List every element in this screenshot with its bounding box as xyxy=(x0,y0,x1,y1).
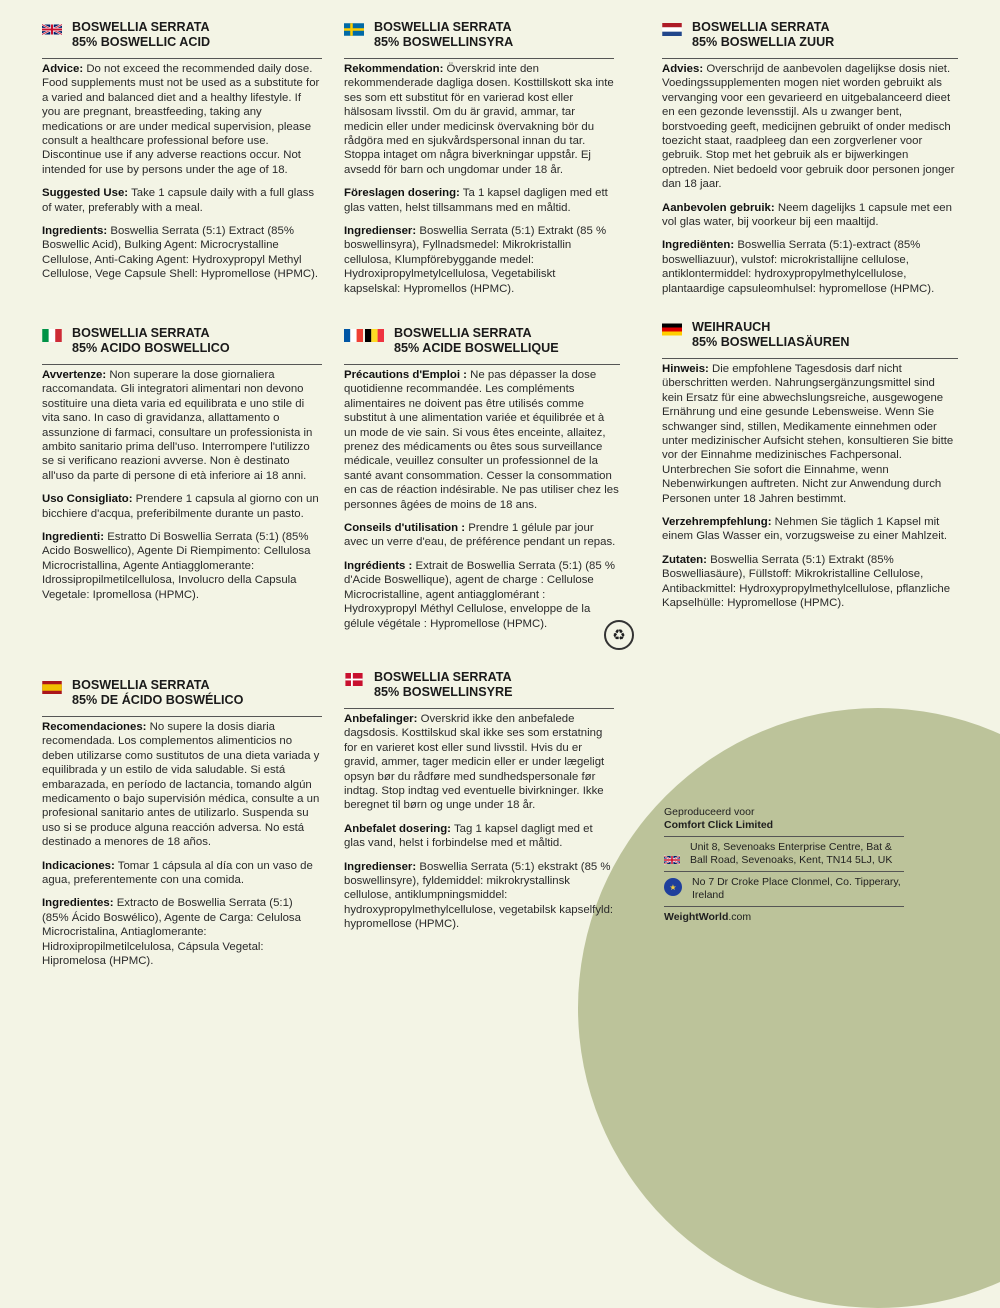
section-title: BOSWELLIA SERRATA xyxy=(72,678,210,692)
uk-flag-icon xyxy=(42,23,62,36)
usage-paragraph: Anbefalet dosering: Tag 1 kapsel dagligt med et glas vand, helst i forbindelse med et måltid. xyxy=(344,822,593,850)
divider xyxy=(664,871,904,872)
section-subtitle: 85% BOSWELLINSYRE xyxy=(374,685,513,699)
eu-flag-icon: ★ xyxy=(664,878,682,896)
usage-paragraph: Verzehrempfehlung: Nehmen Sie täglich 1 Kapsel mit einem Glas Wasser ein, vorzugsweise zu einer Mahlzeit. xyxy=(662,516,948,543)
divider xyxy=(662,58,958,59)
advice-paragraph: Hinweis: Die empfohlene Tagesdosis darf nicht überschritten werden. Nahrungsergänzungsmittel sind kein Ersatz für eine abwechslungsreiche, ausgewogene Ernährung und eine gesunde Lebensweise. Wenn Sie schwanger sind, stillen, Medikamente einnehmen oder unter medizinischer Aufsicht stehen, konsultieren Sie bitte vor der Einnahme medizinisches Fachpersonal. Unterbrechen Sie sofort die Einnahme, wenn Nebenwirkungen auftreten. Nicht zur Anwendung durch Personen unter 18 Jahren bestimmt. xyxy=(662,363,954,505)
producer-company: Comfort Click Limited xyxy=(664,819,774,831)
section-nl xyxy=(662,20,958,305)
advice-paragraph: Advice: Do not exceed the recommended daily dose. Food supplements must not be used as a substitute for a varied and balanced diet and a healthy lifestyle. If you are pregnant, breastfeeding, taking any medications or are under medical supervision, please consult a healthcare professional before use. Discontinue use if any adverse reactions occur. Not intended for use by persons under the age of 18. xyxy=(42,63,320,176)
ingredients-paragraph: Ingredienser: Boswellia Serrata (5:1) Extrakt (85 % boswellinsyra), Fyllnadsmedel: Mikrokristallin cellulosa, Klumpförebyggande medel: Hydroxipropylmetylcellulosa, Vegetabiliskt kapselskal: Hypromellos (HPMC). xyxy=(344,225,607,295)
recycle-icon: ♻ xyxy=(604,620,634,650)
divider xyxy=(344,364,620,365)
usage-paragraph: Aanbevolen gebruik: Neem dagelijks 1 capsule met een vol glas water, bij voorkeur bij een maaltijd. xyxy=(662,201,952,229)
france-belgium-flag-icon xyxy=(344,329,384,342)
uk-flag-icon xyxy=(664,855,680,865)
section-title: BOSWELLIA SERRATA xyxy=(72,20,210,34)
section-en xyxy=(42,20,322,291)
divider xyxy=(344,58,614,59)
ingredients-paragraph: Ingredients: Boswellia Serrata (5:1) Extract (85% Boswellic Acid), Bulking Agent: Microcrystalline Cellulose, Anti-Caking Agent: Hydroxypropyl Methyl Cellulose, Vege Capsule Shell: Hypromellose (HPMC). xyxy=(42,225,319,281)
section-subtitle: 85% ACIDE BOSWELLIQUE xyxy=(394,341,559,355)
section-subtitle: 85% DE ÁCIDO BOSWÉLICO xyxy=(72,693,244,707)
divider xyxy=(664,836,904,837)
brand-suffix: .com xyxy=(728,911,752,923)
producer-info xyxy=(664,806,904,924)
italy-flag-icon xyxy=(42,329,62,342)
advice-paragraph: Rekommendation: Överskrid inte den rekommenderade dagliga dosen. Kosttillskott ska inte ses som ett substitut för en varierad kost eller hälsosam livsstil. Om du är gravid, ammar, tar medicin eller under medicinsk övervakning bör du rådgöra med en sjukvårdspersonal innan du tar. Stoppa intaget om några biverkningar uppstår. Ej avsedd för barn och ungdomar under 18 år. xyxy=(344,63,614,176)
usage-paragraph: Conseils d'utilisation : Prendre 1 gélule par jour avec un verre d'eau, de préférence pendant un repas. xyxy=(344,522,616,549)
spain-flag-icon xyxy=(42,681,62,694)
advice-paragraph: Advies: Overschrijd de aanbevolen dagelijkse dosis niet. Voedingssupplementen mogen niet worden gebruikt als vervanging voor een gevarieerd en uitgebalanceerd dieet en een gezonde levensstijl. Als u zwanger bent, borstvoeding geeft, medicijnen gebruikt of onder medisch toezicht staat, raadpleeg dan een zorgverlener voor gebruik. Stop met het gebruik als er bijwerkingen optreden. Niet bedoeld voor gebruik door personen jonger dan 18 jaar. xyxy=(662,63,955,191)
uk-address xyxy=(664,841,904,867)
section-sv xyxy=(344,20,614,305)
usage-paragraph: Indicaciones: Tomar 1 cápsula al día con un vaso de agua, preferentemente con una comida. xyxy=(42,859,313,887)
section-subtitle: 85% BOSWELLIASÄUREN xyxy=(692,335,850,349)
germany-flag-icon xyxy=(662,323,682,336)
section-subtitle: 85% BOSWELLIA ZUUR xyxy=(692,35,835,49)
divider xyxy=(344,708,614,709)
brand-logo xyxy=(664,911,904,924)
producer-intro: Geproduceerd voor xyxy=(664,806,755,818)
section-title: BOSWELLIA SERRATA xyxy=(374,670,512,684)
ingredients-paragraph: Ingrediënten: Boswellia Serrata (5:1)-extract (85% boswelliazuur), vulstof: microkristallijne cellulose, antiklontermiddel: hydroxypropylmethylcellulose, plantaardige capsuleomhulsel: hypromellose (HPMC). xyxy=(662,239,935,295)
section-title: WEIHRAUCH xyxy=(692,320,771,334)
section-subtitle: 85% BOSWELLIC ACID xyxy=(72,35,211,49)
section-subtitle: 85% ACIDO BOSWELLICO xyxy=(72,341,230,355)
ireland-address-text: No 7 Dr Croke Place Clonmel, Co. Tipperary, Ireland xyxy=(692,876,901,901)
advice-paragraph: Précautions d'Emploi : Ne pas dépasser la dose quotidienne recommandée. Les compléments alimentaires ne doivent pas être utilisés comme substitut à une alimentation variée et équilibrée et à un mode de vie sain. Si vous êtes enceinte, allaitez, prenez des médicaments ou êtes sous surveillance médicale, veuillez consulter un professionnel de la santé avant consommation. Cesser la consommation en cas de réaction indésirable. Ne pas utiliser chez les personnes âgées de moins de 18 ans. xyxy=(344,369,619,511)
ireland-address xyxy=(664,876,904,902)
uk-address-text: Unit 8, Sevenoaks Enterprise Centre, Bat & Ball Road, Sevenoaks, Kent, TN14 5LJ, UK xyxy=(690,841,893,866)
advice-paragraph: Recomendaciones: No supere la dosis diaria recomendada. Los complementos alimenticios no deben utilizarse como sustitutos de una dieta variada y equilibrada y un estilo de vida saludable. Si está embarazada, en período de lactancia, tomando algún medicamento o bajo supervisión médica, consulte a un profesional sanitario antes de utilizarlo. Suspenda su uso si se produce alguna reacción adversa. No está destinado a menores de 18 años. xyxy=(42,721,320,849)
sweden-flag-icon xyxy=(344,23,364,36)
ingredients-paragraph: Zutaten: Boswellia Serrata (5:1) Extrakt (85% Boswelliasäure), Füllstoff: Mikrokristalline Cellulose, Antibackmittel: Hydroxypropylmethylcellulose, pflanzliche Kapselhülle: Hypromellose (HPMC). xyxy=(662,553,951,610)
advice-paragraph: Anbefalinger: Overskrid ikke den anbefalede dagsdosis. Kosttilskud skal ikke ses som erstatning for en varieret kost eller sund livsstil. Hvis du er gravid, ammer, tager medicin eller er under lægeligt opsyn bør du rådføre med sundhedspersonale før indtag. Stop indtag ved eventuelle bivirkninger. Ikke beregnet til børn og unge under 18 år. xyxy=(344,713,605,812)
section-title: BOSWELLIA SERRATA xyxy=(394,326,532,340)
divider xyxy=(42,58,322,59)
usage-paragraph: Uso Consigliato: Prendere 1 capsula al giorno con un bicchiere d'acqua, preferibilmente durante un pasto. xyxy=(42,493,319,520)
section-de xyxy=(662,320,958,620)
section-es xyxy=(42,678,322,978)
decorative-circle xyxy=(578,708,1000,1308)
divider xyxy=(42,716,322,717)
section-title: BOSWELLIA SERRATA xyxy=(374,20,512,34)
divider xyxy=(662,358,958,359)
usage-paragraph: Föreslagen dosering: Ta 1 kapsel dagligen med ett glas vatten, helst tillsammans med en måltid. xyxy=(344,187,608,214)
netherlands-flag-icon xyxy=(662,23,682,36)
advice-paragraph: Avvertenze: Non superare la dose giornaliera raccomandata. Gli integratori alimentari non devono sostituire una dieta varia ed equilibrata e uno stile di vita sano. In caso di gravidanza, allattamento o assunzione di farmaci, consultare un professionista in ambito sanitario prima dell'uso. Interrompere l'utilizzo se si verificano reazioni avverse. Non è destinato all'uso da parte di persone di età inferiore ai 18 anni. xyxy=(42,369,313,482)
divider xyxy=(664,906,904,907)
section-da xyxy=(344,670,614,941)
brand-name: WeightWorld xyxy=(664,911,729,923)
usage-paragraph: Suggested Use: Take 1 capsule daily with a full glass of water, preferably with a meal. xyxy=(42,187,315,214)
section-subtitle: 85% BOSWELLINSYRA xyxy=(374,35,514,49)
ingredients-paragraph: Ingredienti: Estratto Di Boswellia Serrata (5:1) (85% Acido Boswellico), Agente Di Riempimento: Cellulosa Microcristallina, Agente Antiagglomerante: Idrossipropilmetilcellulosa, Involucro della Capsula Vegetale: Ipromellosa (HPMC). xyxy=(42,531,311,601)
divider xyxy=(42,364,322,365)
ingredients-paragraph: Ingredienser: Boswellia Serrata (5:1) ekstrakt (85 % boswellinsyre), fyldemiddel: mikrokrystallinsk cellulose, antiklumpningsmiddel: hydroxypropylmethylcellulose, vegetabilsk kapselfyld: hypromellose (HPMC). xyxy=(344,860,614,931)
section-it xyxy=(42,326,322,611)
section-title: BOSWELLIA SERRATA xyxy=(72,326,210,340)
ingredients-paragraph: Ingredientes: Extracto de Boswellia Serrata (5:1) (85% Ácido Boswélico), Agente de Carga: Celulosa Microcristalina, Antiaglomerante: Hidroxipropilmetilcelulosa, Cápsula Vegetal: Hipromelosa (HPMC). xyxy=(42,897,301,968)
ingredients-paragraph: Ingrédients : Extrait de Boswellia Serrata (5:1) (85 % d'Acide Boswellique), agent de charge : Cellulose Microcristalline, agent antiagglomérant : Hydroxypropyl Méthyl Cellulose, enveloppe de la gélule végétale : Hypromellose (HPMC). xyxy=(344,559,615,630)
denmark-flag-icon xyxy=(344,673,364,686)
section-fr xyxy=(344,326,620,640)
section-title: BOSWELLIA SERRATA xyxy=(692,20,830,34)
